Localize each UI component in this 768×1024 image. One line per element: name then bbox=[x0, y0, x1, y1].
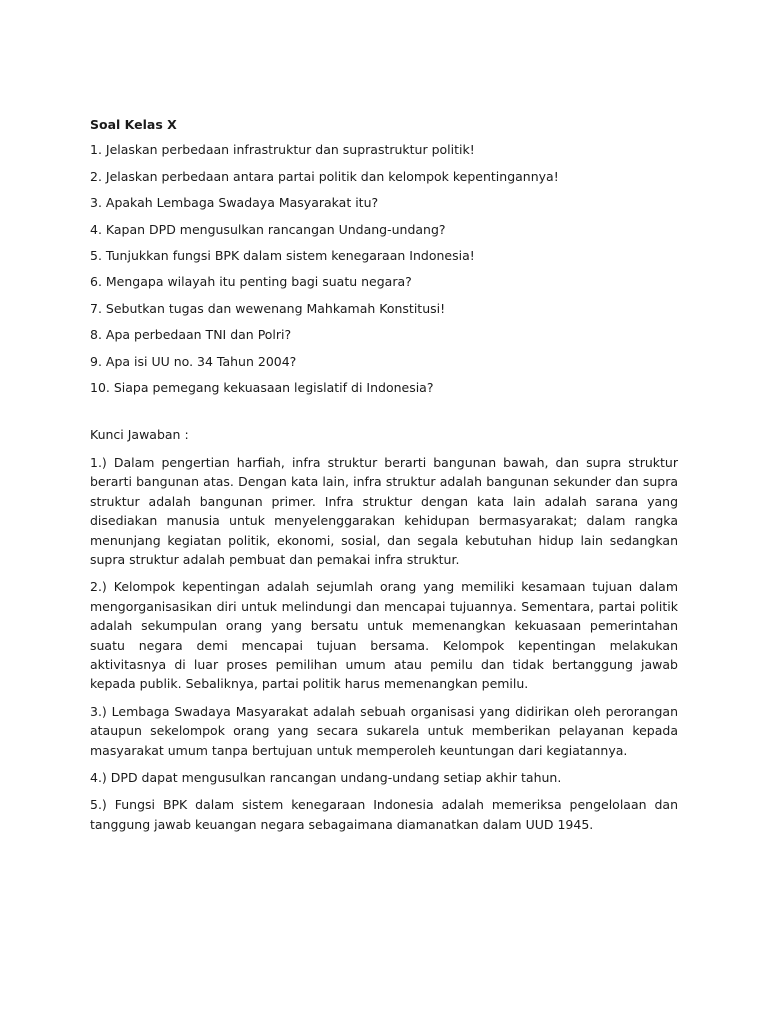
answer-key-heading: Kunci Jawaban : bbox=[90, 426, 189, 442]
document-title: Soal Kelas X bbox=[90, 117, 177, 132]
question-item: 8. Apa perbedaan TNI dan Polri? bbox=[90, 327, 292, 343]
question-item: 9. Apa isi UU no. 34 Tahun 2004? bbox=[90, 353, 297, 369]
question-item: 4. Kapan DPD mengusulkan rancangan Undang-undang? bbox=[90, 221, 446, 237]
document-page bbox=[90, 117, 678, 842]
question-item: 1. Jelaskan perbedaan infrastruktur dan suprastruktur politik! bbox=[90, 142, 475, 158]
question-item: 3. Apakah Lembaga Swadaya Masyarakat itu? bbox=[90, 195, 379, 211]
question-item: 7. Sebutkan tugas dan wewenang Mahkamah Konstitusi! bbox=[90, 300, 446, 316]
answer-paragraph: 1.) Dalam pengertian harfiah, infra struktur berarti bangunan bawah, dan supra struktur berarti bangunan atas. Dengan kata lain, infra struktur adalah bangunan sekunder dan supra struktur adalah bangunan primer. Infra struktur dengan kata lain adalah sarana yang disediakan manusia untuk menyelenggarakan kehidupan bermasyarakat; dalam rangka menunjang kegiatan politik, ekonomi, sosial, dan segala kebutuhan hidup lain sedangkan supra struktur adalah pembuat dan pemakai infra struktur. bbox=[90, 454, 678, 567]
question-item: 6. Mengapa wilayah itu penting bagi suatu negara? bbox=[90, 274, 412, 290]
question-item: 5. Tunjukkan fungsi BPK dalam sistem kenegaraan Indonesia! bbox=[90, 248, 475, 263]
answer-paragraph: 2.) Kelompok kepentingan adalah sejumlah orang yang memiliki kesamaan tujuan dalam mengorganisasikan diri untuk melindungi dan mencapai tujuannya. Sementara, partai politik adalah sekumpulan orang yang bersatu untuk memenangkan kekuasaan pemerintahan suatu negara demi mencapai tujuan bersama. Kelompok kepentingan melakukan aktivitasnya di luar proses pemilihan umum atau pemilu dan tidak bertanggung jawab kepada publik. Sebaliknya, partai politik harus memenangkan pemilu. bbox=[90, 579, 678, 692]
answer-paragraph: 3.) Lembaga Swadaya Masyarakat adalah sebuah organisasi yang didirikan oleh perorangan ataupun sekelompok orang yang secara sukarela untuk memberikan pelayanan kepada masyarakat umum tanpa bertujuan untuk memperoleh keuntungan dari kegiatannya. bbox=[90, 703, 678, 758]
answer-paragraph: 5.) Fungsi BPK dalam sistem kenegaraan Indonesia adalah memeriksa pengelolaan dan tanggung jawab keuangan negara sebagaimana diamanatkan dalam UUD 1945. bbox=[90, 797, 678, 832]
question-item: 2. Jelaskan perbedaan antara partai politik dan kelompok kepentingannya! bbox=[90, 168, 559, 184]
question-item: 10. Siapa pemegang kekuasaan legislatif di Indonesia? bbox=[90, 380, 434, 396]
section-spacer bbox=[90, 407, 678, 427]
answer-paragraph: 4.) DPD dapat mengusulkan rancangan undang-undang setiap akhir tahun. bbox=[90, 769, 562, 785]
